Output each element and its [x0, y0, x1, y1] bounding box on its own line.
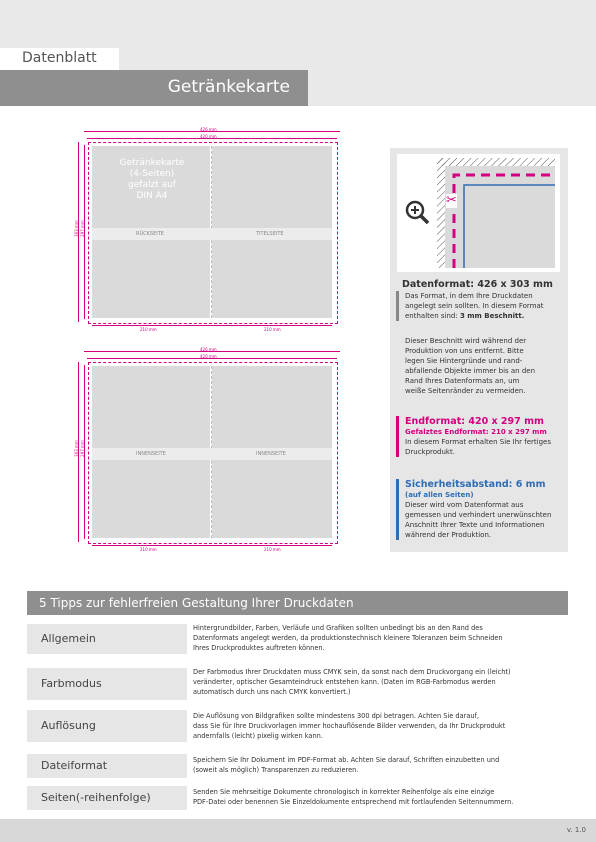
- tip-label: Auflösung: [41, 719, 96, 732]
- product-description: [98, 158, 206, 202]
- title-bar: [0, 70, 308, 106]
- datenblatt-label: Datenblatt: [22, 50, 97, 66]
- dim-height-total: 303 mm: [73, 220, 79, 237]
- datenformat-title: Datenformat: 426 x 303 mm: [402, 279, 553, 290]
- text-line: Ihres Druckproduktes auftreten können.: [193, 643, 325, 652]
- product-line: (4-Seiten): [129, 169, 175, 179]
- product-line: Getränkekarte: [119, 158, 185, 168]
- label-innenseite-right: INNENSEITE: [256, 451, 286, 457]
- text-line: [405, 311, 566, 321]
- text-line: Senden Sie mehrseitige Dokumente chronologisch in korrekter Reihenfolge als eine einzige: [193, 788, 495, 796]
- label-strip: [92, 228, 332, 240]
- text-line: veränderter, optischer Gesamteindruck entstehen kann. (Daten im RGB-Farbmodus werden: [193, 677, 496, 686]
- text-line: Druckprodukt.: [405, 448, 455, 456]
- dim-half-left: 210 mm: [140, 327, 157, 332]
- sicherheit-sub: (auf allen Seiten): [405, 491, 474, 499]
- datenformat-text: [396, 291, 566, 321]
- tip-text-dateiformat: [193, 756, 568, 776]
- scissors-icon: ✂: [446, 193, 457, 208]
- product-line: gefalzt auf: [128, 180, 176, 190]
- dim-half-right: 210 mm: [264, 327, 281, 332]
- text-line: Das Format, in dem Ihre Druckdaten: [405, 292, 533, 300]
- sicherheit-text: [405, 500, 575, 540]
- tip-name-farbmodus: [27, 668, 187, 700]
- text-line: Dieser wird vom Datenformat aus: [405, 501, 524, 509]
- tip-label: Allgemein: [41, 632, 96, 645]
- text-line: PDF-Datei oder benennen Sie Einzeldokumente entsprechend mit fortlaufenden Seitennummern.: [193, 797, 514, 806]
- dim-height-final: 297 mm: [79, 220, 85, 237]
- dim-line-halves: [92, 325, 332, 326]
- dim-line-halves: [92, 545, 332, 546]
- text-part: enthalten sind:: [405, 312, 460, 320]
- text-line: während der Produktion.: [405, 531, 492, 539]
- dim-line-final: [87, 138, 337, 139]
- dim-line-total: [84, 351, 340, 352]
- tip-label: Farbmodus: [41, 677, 102, 690]
- sicherheit-section: [396, 479, 575, 540]
- tip-name-dateiformat: [27, 754, 187, 778]
- datenformat-section: [396, 279, 566, 321]
- label-rueckseite: RÜCKSEITE: [136, 231, 164, 237]
- text-line: Rand Ihres Datenformats an, um: [405, 377, 520, 385]
- dim-total-width: 426 mm: [200, 127, 217, 132]
- tip-label: Seiten(-reihenfolge): [41, 791, 151, 804]
- tip-name-aufloesung: [27, 710, 187, 742]
- layout-diagram-inside: [73, 346, 348, 556]
- tip-text-seiten: [193, 788, 568, 808]
- zoom-detail: [397, 154, 560, 272]
- text-line: (soweit als möglich) Transparenzen zu reduzieren.: [193, 765, 359, 774]
- tip-text-allgemein: [193, 624, 568, 653]
- text-line: Datenformats angelegt werden, da produktionstechnisch kleinere Toleranzen beim Schneiden: [193, 633, 503, 642]
- tips-header: [27, 591, 568, 615]
- dim-half-left: 210 mm: [140, 547, 157, 552]
- text-line: dass Sie für Ihre Druckvorlagen immer hochauflösende Bilder verwenden, da Ihr Druckprodukt: [193, 721, 506, 730]
- text-line: Der Farbmodus Ihrer Druckdaten muss CMYK sein, da sonst nach dem Druckvorgang ein (leicht): [193, 668, 511, 676]
- endformat-text: [405, 437, 575, 457]
- footer-band: [0, 819, 596, 842]
- tip-text-aufloesung: [193, 712, 568, 741]
- beschnitt-text: [405, 336, 570, 396]
- dim-height-total: 303 mm: [73, 440, 79, 457]
- version-label: v. 1.0: [566, 826, 586, 834]
- sicherheit-title: Sicherheitsabstand: 6 mm: [405, 479, 546, 490]
- dim-half-right: 210 mm: [264, 547, 281, 552]
- text-line: Dieser Beschnitt wird während der: [405, 337, 527, 345]
- label-strip: [92, 448, 332, 460]
- endformat-section: [396, 416, 575, 457]
- text-line: legen Sie Hintergründe und rand-: [405, 357, 523, 365]
- label-innenseite-left: INNENSEITE: [136, 451, 166, 457]
- endformat-sub: Gefalztes Endformat: 210 x 297 mm: [405, 428, 547, 436]
- dim-line-final: [87, 358, 337, 359]
- tips-title: 5 Tipps zur fehlerfreien Gestaltung Ihrer Druckdaten: [39, 596, 354, 610]
- endformat-title: Endformat: 420 x 297 mm: [405, 416, 544, 427]
- label-titelseite: TITELSEITE: [256, 231, 284, 237]
- tip-label: Dateiformat: [41, 759, 108, 772]
- text-line: Produktion von uns entfernt. Bitte: [405, 347, 524, 355]
- text-line: Speichern Sie Ihr Dokument im PDF-Format ab. Achten Sie darauf, Schriften einzubetten und: [193, 756, 500, 764]
- text-line: Die Auflösung von Bildgrafiken sollte mindestens 300 dpi betragen. Achten Sie darauf,: [193, 712, 479, 720]
- tip-name-allgemein: [27, 624, 187, 654]
- dim-total-width: 426 mm: [200, 347, 217, 352]
- dim-height-final: 297 mm: [79, 440, 85, 457]
- text-line: In diesem Format erhalten Sie Ihr fertiges: [405, 438, 552, 446]
- dim-final-width: 420 mm: [200, 354, 217, 359]
- text-line: automatisch durch uns nach CMYK konvertiert.): [193, 687, 351, 696]
- tip-name-seiten: [27, 786, 187, 810]
- page-title: Getränkekarte: [167, 77, 290, 97]
- zoom-plus-icon: [404, 199, 430, 229]
- text-line: abfallende Objekte immer bis an den: [405, 367, 536, 375]
- text-line: andernfalls (leicht) pixelig wirken kann.: [193, 731, 323, 740]
- text-line: Hintergrundbilder, Farben, Verläufe und Grafiken sollten unbedingt bis an den Rand des: [193, 624, 483, 632]
- text-bold: 3 mm Beschnitt.: [459, 312, 525, 320]
- text-line: angelegt sein sollten. In diesem Format: [405, 302, 544, 310]
- datenblatt-tab: [0, 48, 119, 70]
- text-line: Anschnitt Ihrer Texte und Informationen: [405, 521, 545, 529]
- text-line: gemessen und verhindert unerwünschten: [405, 511, 552, 519]
- tip-text-farbmodus: [193, 668, 568, 697]
- dim-line-total: [84, 131, 340, 132]
- product-line: DIN A4: [136, 191, 168, 201]
- dim-final-width: 420 mm: [200, 134, 217, 139]
- text-line: weiße Seitenränder zu vermeiden.: [405, 387, 526, 395]
- layout-diagram-outside: [73, 126, 348, 336]
